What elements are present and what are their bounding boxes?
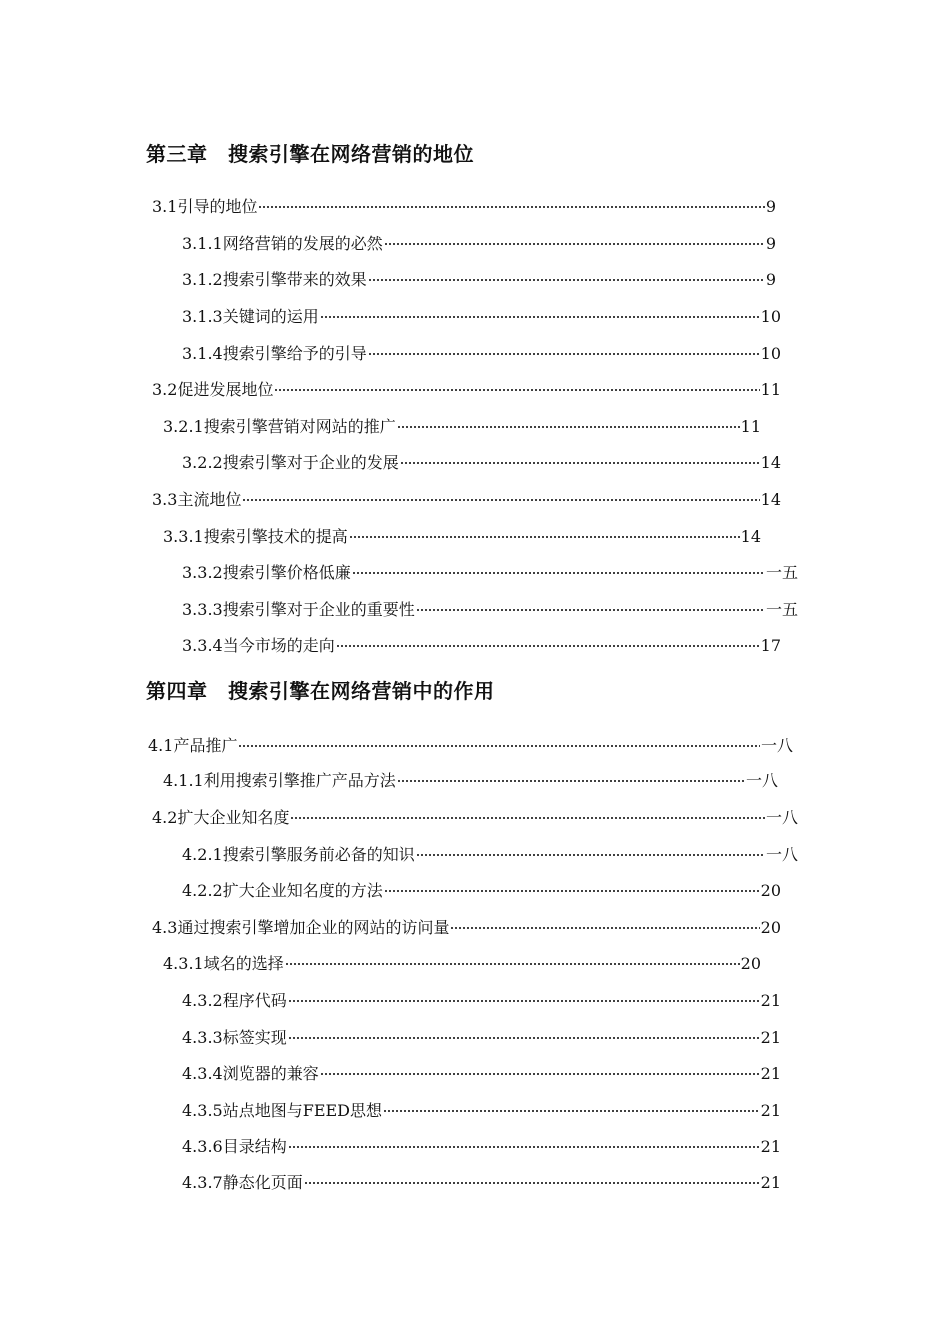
chapter-4-heading: 第四章 搜索引擎在网络营销中的作用 [146, 679, 495, 703]
leader-dots [416, 591, 765, 615]
toc-entry-page: 14 [760, 490, 781, 509]
leader-dots [400, 444, 760, 468]
toc-entry-page: 20 [740, 954, 761, 973]
toc-entry-label: 4.2.2扩大企业知名度的方法 [182, 881, 383, 900]
toc-entry[interactable] [182, 225, 776, 253]
toc-entry-page: 14 [760, 453, 781, 472]
leader-dots [450, 909, 759, 933]
toc-entry-label: 4.3.6目录结构 [182, 1137, 287, 1156]
toc-entry[interactable] [182, 872, 781, 900]
toc-entry-label: 3.3.3搜索引擎对于企业的重要性 [182, 600, 415, 619]
toc-entry-page: 17 [760, 636, 781, 655]
toc-entry[interactable] [152, 188, 776, 216]
leader-dots [288, 1128, 760, 1152]
toc-entry[interactable] [182, 1128, 781, 1156]
toc-entry-label: 3.1引导的地位 [152, 197, 258, 216]
leader-dots [336, 627, 760, 651]
toc-entry[interactable] [182, 627, 781, 655]
toc-entry-page: 9 [765, 234, 776, 253]
leader-dots [397, 762, 745, 786]
toc-entry-label: 4.3.7静态化页面 [182, 1173, 303, 1192]
toc-entry-page: 一八 [765, 808, 798, 827]
toc-entry-label: 3.2.2搜索引擎对于企业的发展 [182, 453, 399, 472]
toc-entry[interactable] [182, 1092, 781, 1120]
leader-dots [352, 554, 765, 578]
toc-entry-label: 4.2.1搜索引擎服务前必备的知识 [182, 845, 415, 864]
toc-entry[interactable] [163, 518, 761, 546]
leader-dots [397, 408, 740, 432]
toc-entry-label: 4.3.5站点地图与FEED思想 [182, 1101, 383, 1120]
toc-entry-label: 3.2促进发展地位 [152, 380, 274, 399]
toc-entry-label: 3.3.4当今市场的走向 [182, 636, 335, 655]
toc-entry[interactable] [182, 261, 776, 289]
toc-entry-label: 4.3通过搜索引擎增加企业的网站的访问量 [152, 918, 450, 937]
toc-entry-page: 10 [760, 307, 781, 326]
toc-entry-page: 21 [760, 1173, 781, 1192]
toc-entry-page: 一八 [760, 736, 793, 755]
leader-dots [304, 1164, 760, 1188]
toc-entry[interactable] [163, 945, 761, 973]
leader-dots [258, 188, 764, 212]
toc-entry[interactable] [152, 481, 781, 509]
toc-entry-label: 4.3.4浏览器的兼容 [182, 1064, 319, 1083]
toc-entry-page: 21 [760, 1137, 781, 1156]
toc-entry[interactable] [182, 836, 798, 864]
toc-entry[interactable] [182, 444, 781, 472]
toc-entry-label: 4.1.1利用搜索引擎推广产品方法 [163, 771, 396, 790]
toc-entry[interactable] [148, 727, 793, 755]
toc-entry-page: 14 [740, 527, 761, 546]
leader-dots [242, 481, 759, 505]
toc-entry-label: 3.3.2搜索引擎价格低廉 [182, 563, 351, 582]
toc-entry-label: 3.1.2搜索引擎带来的效果 [182, 270, 367, 289]
toc-entry-label: 3.1.3关键词的运用 [182, 307, 319, 326]
toc-entry-page: 9 [765, 270, 776, 289]
leader-dots [274, 371, 759, 395]
toc-entry[interactable] [152, 371, 781, 399]
leader-dots [384, 225, 765, 249]
leader-dots [238, 727, 760, 751]
leader-dots [383, 1092, 760, 1116]
toc-entry-page: 一八 [765, 845, 798, 864]
leader-dots [320, 1055, 760, 1079]
leader-dots [368, 335, 760, 359]
toc-entry-label: 3.3.1搜索引擎技术的提高 [163, 527, 348, 546]
toc-entry[interactable] [152, 799, 798, 827]
leader-dots [288, 982, 760, 1006]
toc-entry[interactable] [163, 408, 761, 436]
toc-entry-page: 一八 [745, 771, 778, 790]
toc-entry-page: 20 [760, 881, 781, 900]
toc-entry-label: 4.2扩大企业知名度 [152, 808, 290, 827]
toc-entry[interactable] [182, 1019, 781, 1047]
toc-entry[interactable] [182, 554, 798, 582]
toc-entry-label: 4.3.1域名的选择 [163, 954, 284, 973]
toc-entry-label: 3.2.1搜索引擎营销对网站的推广 [163, 417, 396, 436]
toc-entry-page: 21 [760, 1101, 781, 1120]
toc-entry[interactable] [182, 982, 781, 1010]
toc-entry-page: 一五 [765, 600, 798, 619]
leader-dots [285, 945, 740, 969]
toc-entry-page: 一五 [765, 563, 798, 582]
toc-entry-page: 20 [760, 918, 781, 937]
chapter-3-heading: 第三章 搜索引擎在网络营销的地位 [146, 142, 474, 166]
toc-entry-label: 3.3主流地位 [152, 490, 242, 509]
toc-entry[interactable] [182, 1055, 781, 1083]
leader-dots [288, 1019, 760, 1043]
leader-dots [349, 518, 740, 542]
toc-entry[interactable] [163, 762, 778, 790]
toc-entry-page: 10 [760, 344, 781, 363]
toc-entry-page: 11 [740, 417, 761, 436]
toc-entry-page: 11 [760, 380, 781, 399]
toc-entry-page: 21 [760, 991, 781, 1010]
toc-entry-page: 21 [760, 1064, 781, 1083]
toc-entry-page: 9 [765, 197, 776, 216]
toc-entry[interactable] [182, 335, 781, 363]
leader-dots [368, 261, 765, 285]
toc-entry[interactable] [182, 298, 781, 326]
toc-entry-label: 4.1产品推广 [148, 736, 238, 755]
toc-entry[interactable] [182, 1164, 781, 1192]
leader-dots [290, 799, 765, 823]
toc-entry-page: 21 [760, 1028, 781, 1047]
leader-dots [320, 298, 760, 322]
toc-entry[interactable] [152, 909, 781, 937]
toc-entry-label: 3.1.1网络营销的发展的必然 [182, 234, 383, 253]
toc-entry[interactable] [182, 591, 798, 619]
toc-entry-label: 3.1.4搜索引擎给予的引导 [182, 344, 367, 363]
toc-entry-label: 4.3.3标签实现 [182, 1028, 287, 1047]
toc-entry-label: 4.3.2程序代码 [182, 991, 287, 1010]
leader-dots [416, 836, 765, 860]
leader-dots [384, 872, 760, 896]
